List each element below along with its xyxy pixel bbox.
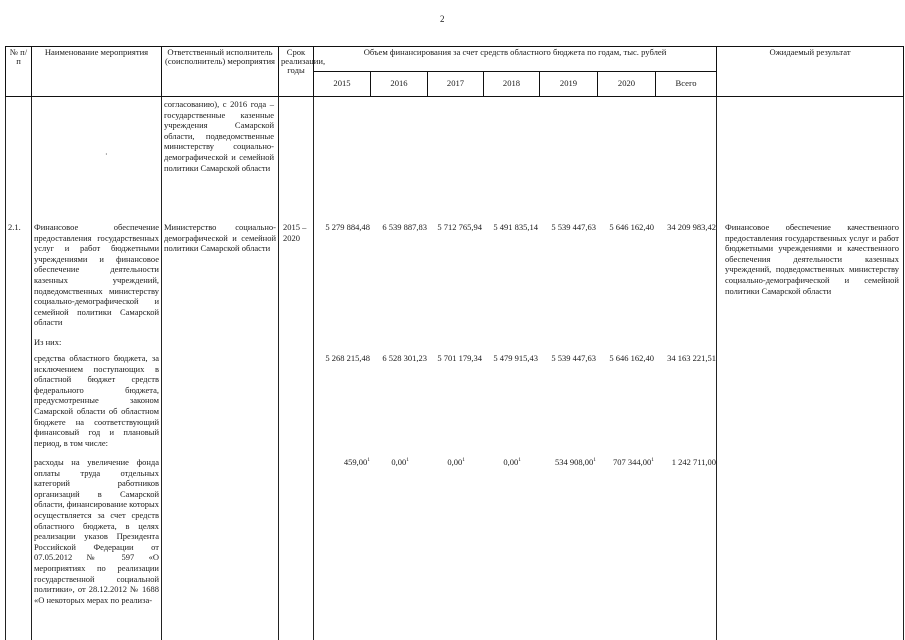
wages-row-name: расходы на увеличение фонда оплаты труда отдельных категорий работников организаций в Самарской области, финансирование которых осуществляется за счет средств областного бюджета, в целях реализации указов Президента Российской Федерации от 07.05.2012 № 597 «О мероприятиях по реализации государственной социальной политики», от 28.12.2012 № 1688 «О некоторых мерах по реализа- [34, 457, 159, 605]
header-year-2019: 2019 [540, 72, 598, 97]
wages-value-2019: 534 908,00$^1$ [555, 457, 596, 467]
row-name: Финансовое обеспечение предоставления государственных услуг и работ бюджетными учреждениями и финансовое обеспечение деятельности казенных учреждений, подведомственных министерству социально-демографической и семейной политики Самарской области [34, 222, 159, 328]
budget-value-2017: 5 701 179,34 [437, 353, 482, 363]
header-name: Наименование мероприятия [32, 47, 162, 97]
budget-value-2020: 5 646 162,40 [609, 353, 654, 363]
wages-value-2016: 0,00$^1$ [391, 457, 409, 467]
row-result: Финансовое обеспечение качественного предоставления государственных услуг и работ бюджетными учреждениями и качественного обеспечения деятельности казенных учреждений, подведомственных министерству социально-демографической и семейной политики Самарской области [725, 222, 899, 296]
column-line [903, 97, 904, 640]
budget-value-2015: 5 268 215,48 [325, 353, 370, 363]
header-term: Срок реализации, годы [279, 47, 314, 97]
column-line [716, 97, 717, 640]
wages-value-total: 1 242 711,00 [671, 457, 716, 467]
wages-value-2017: 0,00$^1$ [447, 457, 465, 467]
row-value-2017: 5 712 765,94 [437, 222, 482, 232]
budget-value-2016: 6 528 301,23 [382, 353, 427, 363]
header-result: Ожидаемый результат [717, 47, 904, 97]
row-value-2016: 6 539 887,83 [382, 222, 427, 232]
scan-speck: · [105, 150, 108, 159]
column-line [313, 97, 314, 640]
budget-value-2019: 5 539 447,63 [551, 353, 596, 363]
page-number: 2 [440, 14, 445, 24]
budget-value-total: 34 163 221,51 [667, 353, 716, 363]
header-number: № п/п [6, 47, 32, 97]
header-responsible: Ответственный исполнитель (соисполнитель) мероприятия [162, 47, 279, 97]
row-responsible: Министерство социально-демографической и семейной политики Самарской области [164, 222, 276, 254]
column-line [161, 97, 162, 640]
row-value-2015: 5 279 884,48 [325, 222, 370, 232]
header-year-2020: 2020 [598, 72, 656, 97]
row-value-2020: 5 646 162,40 [609, 222, 654, 232]
table-header [5, 46, 904, 97]
row-term: 2015 – 2020 [283, 222, 307, 243]
header-total: Всего [656, 72, 717, 97]
header-financing: Объем финансирования за счет средств областного бюджета по годам, тыс. рублей [314, 47, 717, 72]
header-year-2017: 2017 [428, 72, 484, 97]
column-line [31, 97, 32, 640]
header-year-2016: 2016 [371, 72, 428, 97]
budget-row-name: средства областного бюджета, за исключением поступающих в областной бюджет средств федерального бюджета, предусмотренные законом Самарской области об областном бюджете на соответствующий финансовый год и плановый период, в том числе: [34, 353, 159, 448]
row-value-2019: 5 539 447,63 [551, 222, 596, 232]
wages-value-2015: 459,00$^1$ [343, 457, 370, 467]
column-line [5, 97, 6, 640]
budget-value-2018: 5 479 915,43 [493, 353, 538, 363]
of-which-label: Из них: [34, 337, 62, 347]
row-value-2018: 5 491 835,14 [493, 222, 538, 232]
wages-value-2020: 707 344,00$^1$ [613, 457, 654, 467]
column-line [278, 97, 279, 640]
header-year-2018: 2018 [484, 72, 540, 97]
responsible-continuation: согласованию), с 2016 года – государственные казенные учреждения Самарской области, подведомственные министерству социально-демографической и семейной политики Самарской области [164, 99, 274, 173]
row-number: 2.1. [8, 222, 21, 232]
header-year-2015: 2015 [314, 72, 371, 97]
wages-value-2018: 0,00$^1$ [503, 457, 521, 467]
row-value-total: 34 209 983,42 [667, 222, 716, 232]
